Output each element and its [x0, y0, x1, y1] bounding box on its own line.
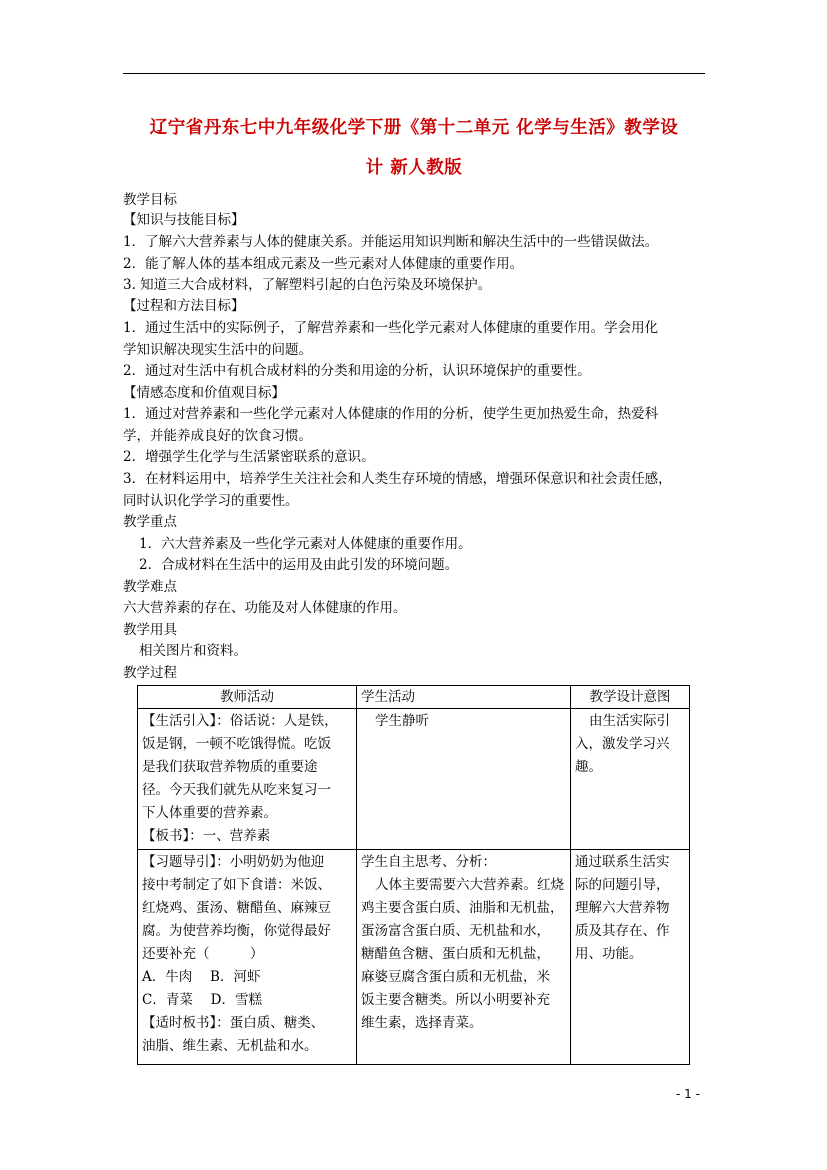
cell-line: 学生静听 — [375, 713, 429, 729]
cell-line: 趣。 — [575, 759, 602, 775]
cell-line: 际的问题引导， — [575, 877, 670, 893]
section-heading-process: 教学过程 — [123, 665, 177, 681]
cell-line: 油脂、维生素、无机盐和水。 — [142, 1038, 318, 1054]
cell-line: 用、功能。 — [575, 946, 643, 962]
key-point-line: 2．合成材料在生活中的运用及由此引发的环境问题。 — [139, 557, 459, 573]
objective-line: 2．能了解人体的基本组成元素及一些元素对人体健康的重要作用。 — [123, 256, 524, 272]
subheading-process: 【过程和方法目标】 — [123, 298, 245, 314]
table-row — [138, 850, 690, 1065]
cell-line: C．青菜 D．雪糕 — [142, 992, 262, 1008]
cell-line: 维生素，选择青菜。 — [361, 1015, 483, 1031]
cell-line: 腐。为使营养均衡，你觉得最好 — [142, 923, 331, 939]
cell-line: 糖醋鱼含糖、蛋白质和无机盐， — [361, 946, 550, 962]
cell-line: 通过联系生活实 — [575, 854, 670, 870]
header-rule — [123, 73, 705, 74]
section-heading-key-points: 教学重点 — [123, 514, 177, 530]
page-number: - 1 - — [676, 1087, 700, 1101]
student-activity-cell — [357, 850, 571, 1065]
cell-line: 【适时板书】：蛋白质、糖类、 — [142, 1015, 325, 1031]
cell-line: 接中考制定了如下食谱：米饭、 — [142, 877, 331, 893]
cell-line: 理解六大营养物 — [575, 900, 670, 916]
cell-line: 还要补充（ ） — [142, 946, 264, 962]
section-heading-objectives: 教学目标 — [123, 192, 177, 208]
difficulty-line: 六大营养素的存在、功能及对人体健康的作用。 — [123, 600, 407, 616]
cell-line: 红烧鸡、蛋汤、糖醋鱼、麻辣豆 — [142, 900, 331, 916]
table-row — [138, 709, 690, 850]
section-heading-difficulties: 教学难点 — [123, 579, 177, 595]
cell-line: 饭是钢，一顿不吃饿得慌。吃饭 — [142, 736, 331, 752]
cell-line: 下人体重要的营养素。 — [142, 805, 277, 821]
design-intent-cell — [571, 709, 690, 850]
cell-line: 【板书】：一、营养素 — [142, 828, 271, 844]
objective-line: 1．通过对营养素和一些化学元素对人体健康的作用的分析，使学生更加热爱生命，热爱科 — [123, 406, 659, 422]
column-header-intent: 教学设计意图 — [571, 686, 690, 709]
objective-line: 同时认识化学学习的重要性。 — [123, 493, 299, 509]
objective-line: 1．通过生活中的实际例子，了解营养素和一些化学元素对人体健康的重要作用。学会用化 — [123, 320, 659, 336]
objective-line: 学，并能养成良好的饮食习惯。 — [123, 428, 312, 444]
objective-line: 2．增强学生化学与生活紧密联系的意识。 — [123, 449, 375, 465]
teaching-process-table — [137, 685, 690, 1065]
cell-line: 人体主要需要六大营养素。红烧 — [375, 877, 564, 893]
objective-line: 2．通过对生活中有机合成材料的分类和用途的分析，认识环境保护的重要性。 — [123, 363, 591, 379]
tools-line: 相关图片和资料。 — [139, 643, 247, 659]
teacher-activity-cell — [138, 709, 357, 850]
cell-line: 饭主要含糖类。所以小明要补充 — [361, 992, 550, 1008]
cell-line: 由生活实际引 — [589, 713, 670, 729]
cell-line: 【习题导引】：小明奶奶为他迎 — [142, 854, 325, 870]
subheading-knowledge: 【知识与技能目标】 — [123, 212, 245, 228]
objective-line: 3．在材料运用中，培养学生关注社会和人类生存环境的情感，增强环保意识和社会责任感， — [123, 471, 672, 487]
subheading-attitude: 【情感态度和价值观目标】 — [123, 385, 285, 401]
cell-line: 【生活引入】：俗话说：人是铁， — [142, 713, 338, 729]
document-title-line-2: 计 新人教版 — [365, 158, 463, 178]
objective-line: 3. 知道三大合成材料，了解塑料引起的白色污染及环境保护。 — [123, 277, 492, 293]
student-activity-cell — [357, 709, 571, 850]
key-point-line: 1．六大营养素及一些化学元素对人体健康的重要作用。 — [139, 536, 472, 552]
cell-line: 入，激发学习兴 — [575, 736, 670, 752]
cell-line: 径。今天我们就先从吃来复习一 — [142, 782, 331, 798]
cell-line: 鸡主要含蛋白质、油脂和无机盐， — [361, 900, 564, 916]
cell-line: A．牛肉 B．河虾 — [142, 969, 261, 985]
design-intent-cell — [571, 850, 690, 1065]
table-header-row — [138, 686, 690, 709]
cell-line: 质及其存在、作 — [575, 923, 670, 939]
objective-line: 1．了解六大营养素与人体的健康关系。并能运用知识判断和解决生活中的一些错误做法。 — [123, 234, 659, 250]
objective-line: 学知识解决现实生活中的问题。 — [123, 342, 312, 358]
teacher-activity-cell — [138, 850, 357, 1065]
cell-line: 是我们获取营养物质的重要途 — [142, 759, 318, 775]
column-header-student: 学生活动 — [357, 686, 571, 709]
section-heading-tools: 教学用具 — [123, 622, 177, 638]
document-title-line-1: 辽宁省丹东七中九年级化学下册《第十二单元 化学与生活》教学设 — [149, 118, 679, 138]
cell-line: 麻婆豆腐含蛋白质和无机盐，米 — [361, 969, 550, 985]
cell-line: 学生自主思考、分析： — [361, 854, 496, 870]
cell-line: 蛋汤富含蛋白质、无机盐和水， — [361, 923, 550, 939]
column-header-teacher: 教师活动 — [138, 686, 357, 709]
